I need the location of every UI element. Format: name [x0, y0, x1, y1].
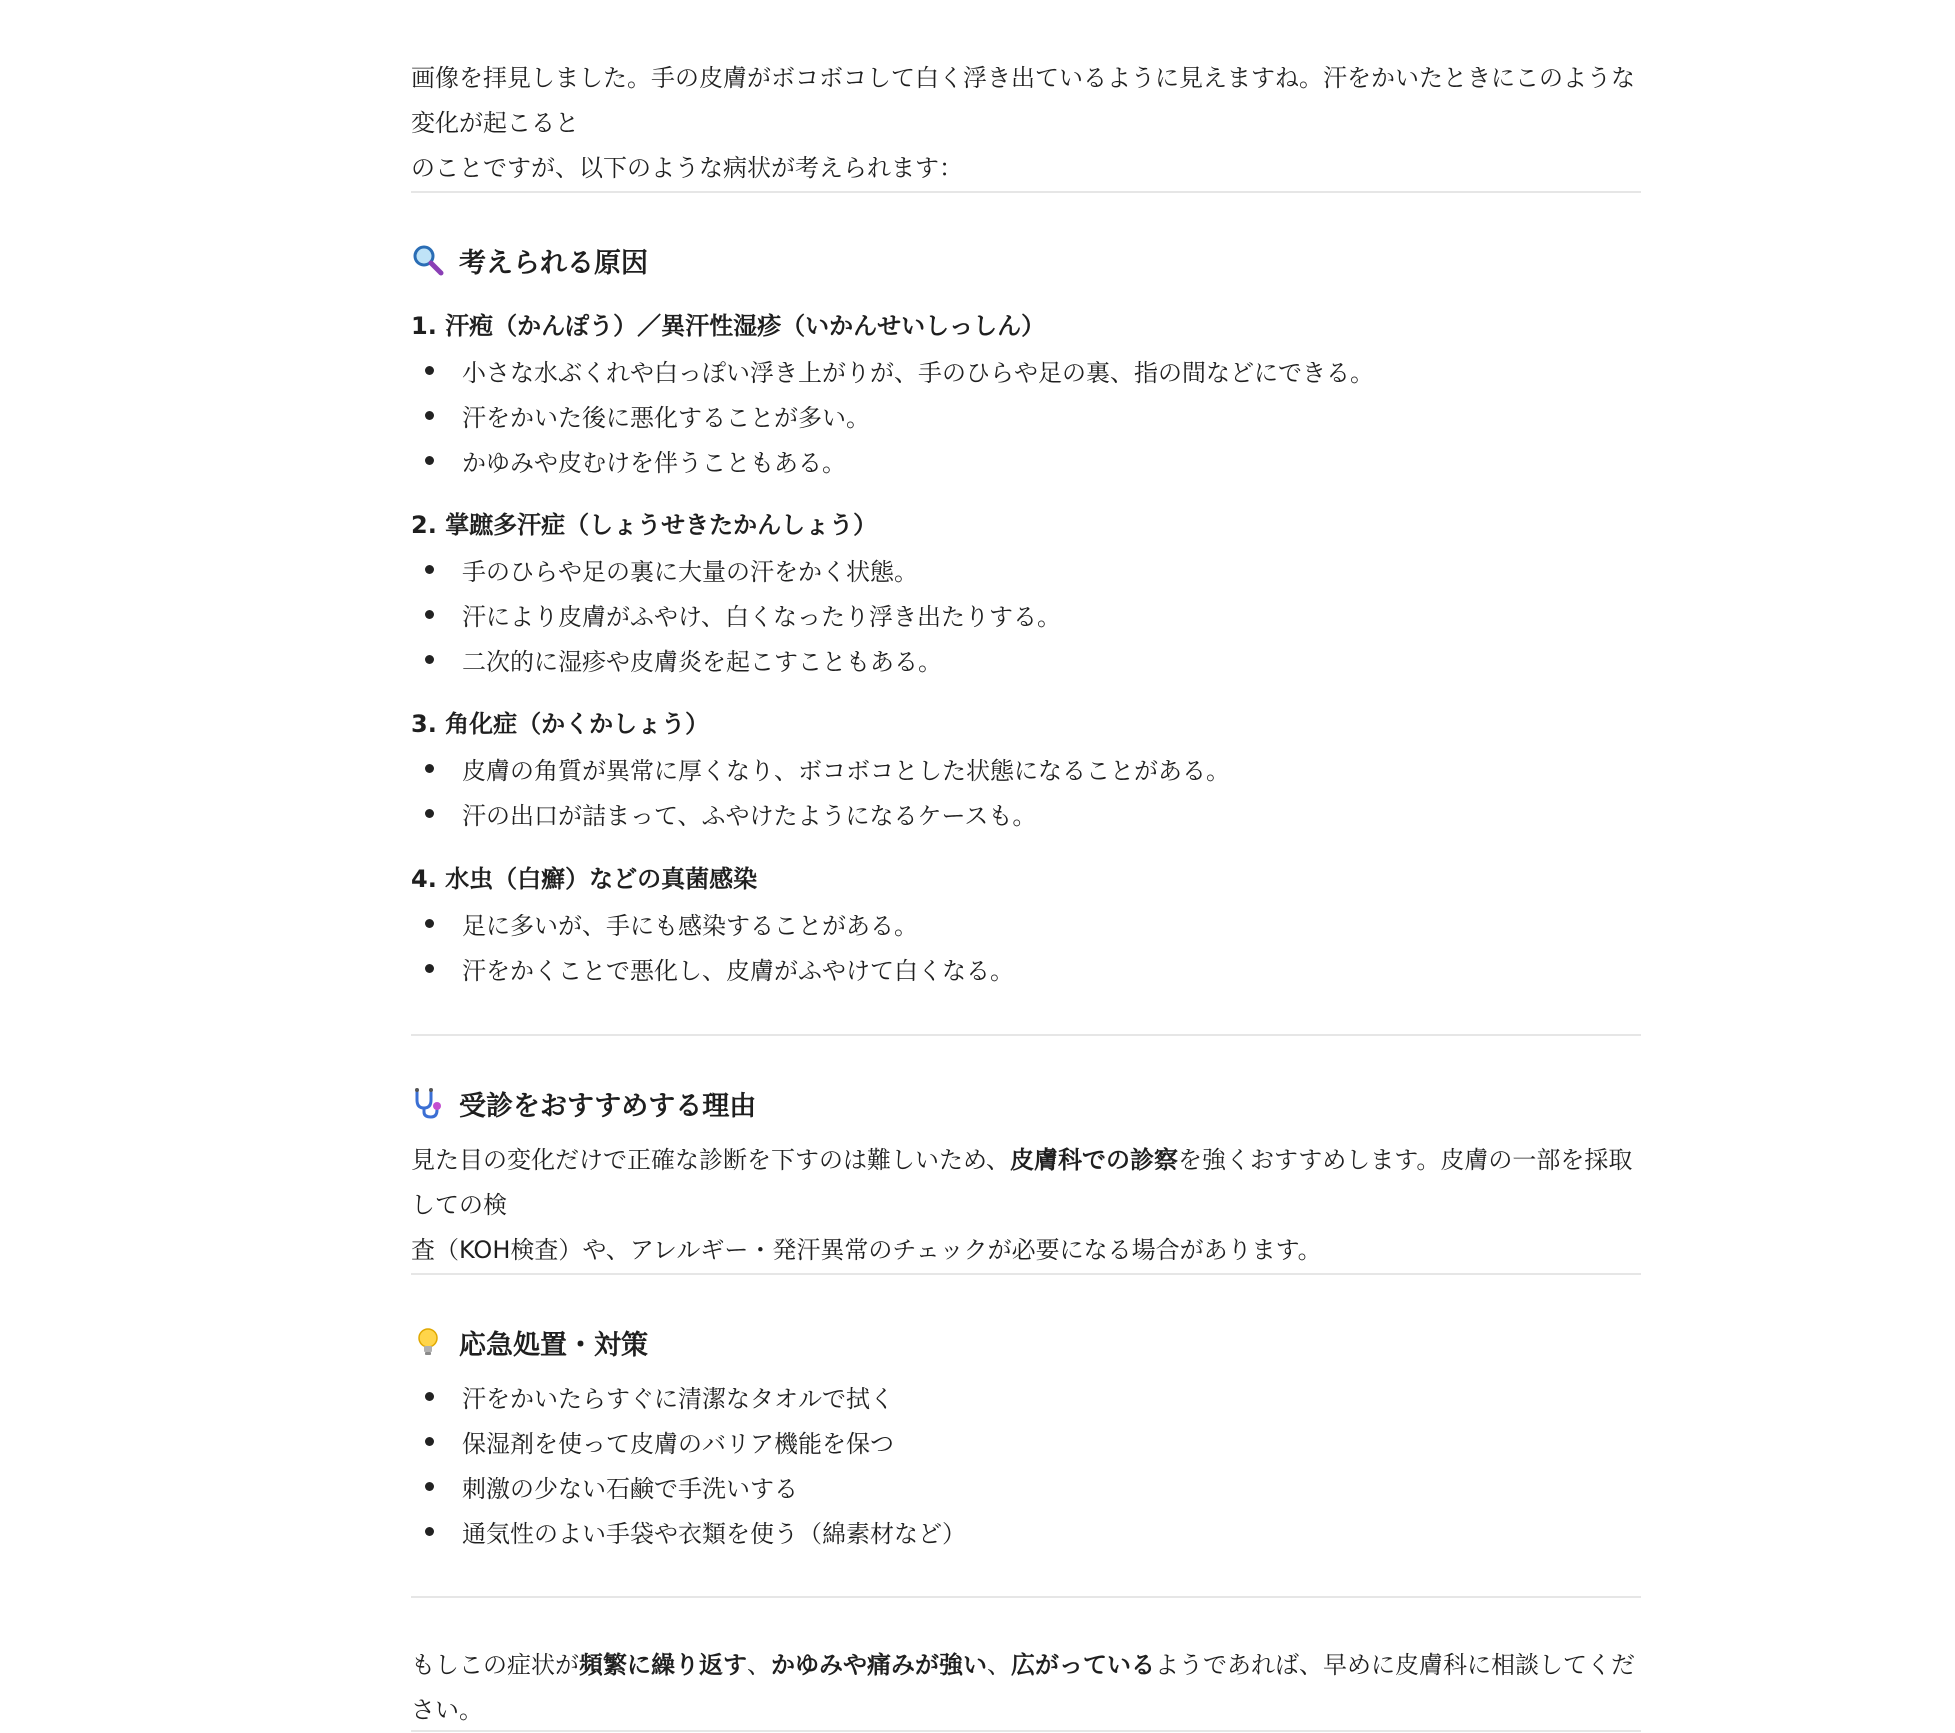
list-item — [411, 946, 1014, 990]
list-item — [411, 438, 846, 482]
consult-text: 見た目の変化だけで正確な診断を下すのは難しいため、 — [411, 1146, 1011, 1174]
closing-bold-text: 広がっている — [1011, 1651, 1155, 1679]
causes-heading-text: 考えられる原因 — [459, 247, 648, 279]
divider — [411, 1034, 1641, 1036]
bullet-dot — [425, 1527, 434, 1536]
consult-paragraph — [411, 1138, 1651, 1273]
list-item-text: 小さな水ぶくれや白っぽい浮き上がりが、手のひらや足の裏、指の間などにできる。 — [462, 358, 1374, 387]
list-item-text: 通気性のよい手袋や衣類を使う（綿素材など） — [462, 1519, 966, 1548]
bullet-dot — [425, 1392, 434, 1401]
list-item-text: 二次的に湿疹や皮膚炎を起こすこともある。 — [462, 647, 942, 676]
bullet-dot — [425, 809, 434, 818]
closing-bold-text: かゆみや痛みが強い — [771, 1651, 987, 1679]
bullet-dot — [425, 366, 434, 375]
list-item-text: 汗の出口が詰まって、ふやけたようになるケースも。 — [462, 801, 1037, 830]
lightbulb-icon — [411, 1325, 445, 1359]
cause-4-title: 4. 水虫（白癬）などの真菌感染 — [411, 865, 758, 893]
bullet-dot — [425, 655, 434, 664]
list-item — [411, 746, 1230, 790]
cause-2-title: 2. 掌蹠多汗症（しょうせきたかんしょう） — [411, 511, 878, 539]
list-item — [411, 1419, 894, 1463]
consult-heading-text: 受診をおすすめする理由 — [459, 1090, 757, 1122]
list-item-text: 刺激の少ない石鹸で手洗いする — [462, 1474, 798, 1503]
consult-text: 査（KOH検査）や、アレルギー・発汗異常のチェックが必要になる場合があります。 — [411, 1236, 1322, 1264]
list-item-text: 汗をかいたらすぐに清潔なタオルで拭く — [462, 1384, 894, 1413]
list-item — [411, 547, 918, 591]
list-item-text: 保湿剤を使って皮膚のバリア機能を保つ — [462, 1429, 894, 1458]
divider — [411, 1596, 1641, 1598]
intro-line-2: のことですが、以下のような病状が考えられます： — [411, 154, 963, 182]
closing-text: 、 — [747, 1651, 771, 1679]
bullet-dot — [425, 1437, 434, 1446]
list-item — [411, 901, 918, 945]
list-item — [411, 348, 1374, 392]
bullet-dot — [425, 764, 434, 773]
care-heading-text: 応急処置・対策 — [459, 1329, 648, 1361]
consult-text: を強くおすすめします。皮膚の一部を採取しての検 — [411, 1146, 1633, 1219]
intro-line-1: 画像を拝見しました。手の皮膚がボコボコして白く浮き出ているように見えますね。汗をかいたときにこのような変化が起こると — [411, 64, 1635, 137]
consult-heading — [411, 1081, 756, 1125]
bullet-dot — [425, 919, 434, 928]
magnifier-icon — [411, 243, 445, 277]
closing-text: 、 — [987, 1651, 1011, 1679]
list-item — [411, 791, 1036, 835]
list-item — [411, 1509, 966, 1553]
causes-heading — [411, 238, 648, 282]
list-item-text: 汗をかくことで悪化し、皮膚がふやけて白くなる。 — [462, 956, 1014, 985]
list-item-text: かゆみや皮むけを伴うこともある。 — [462, 448, 846, 477]
bullet-dot — [425, 411, 434, 420]
bullet-dot — [425, 1482, 434, 1491]
list-item-text: 手のひらや足の裏に大量の汗をかく状態。 — [462, 557, 918, 586]
stethoscope-icon — [411, 1086, 445, 1120]
bullet-dot — [425, 610, 434, 619]
divider — [411, 191, 1641, 193]
bullet-dot — [425, 565, 434, 574]
closing-text: もしこの症状が — [411, 1651, 579, 1679]
cause-3-title: 3. 角化症（かくかしょう） — [411, 710, 710, 738]
list-item — [411, 592, 1061, 636]
closing-text: ようであれば、早めに皮膚科に相談してください。 — [411, 1651, 1635, 1724]
bullet-dot — [425, 964, 434, 973]
care-heading — [411, 1320, 648, 1364]
cause-1-title: 1. 汗疱（かんぽう）／異汗性湿疹（いかんせいしっしん） — [411, 312, 1046, 340]
closing-paragraph — [411, 1643, 1651, 1733]
list-item — [411, 393, 870, 437]
bullet-dot — [425, 456, 434, 465]
intro-paragraph — [411, 56, 1651, 191]
divider — [411, 1273, 1641, 1275]
list-item-text: 汗により皮膚がふやけ、白くなったり浮き出たりする。 — [462, 602, 1062, 631]
list-item — [411, 1464, 798, 1508]
list-item — [411, 1374, 894, 1418]
closing-bold-text: 頻繁に繰り返す — [579, 1651, 747, 1679]
consult-bold-text: 皮膚科での診察 — [1010, 1146, 1179, 1174]
list-item — [411, 637, 942, 681]
list-item-text: 汗をかいた後に悪化することが多い。 — [462, 403, 870, 432]
list-item-text: 足に多いが、手にも感染することがある。 — [462, 911, 918, 940]
list-item-text: 皮膚の角質が異常に厚くなり、ボコボコとした状態になることがある。 — [462, 756, 1230, 785]
